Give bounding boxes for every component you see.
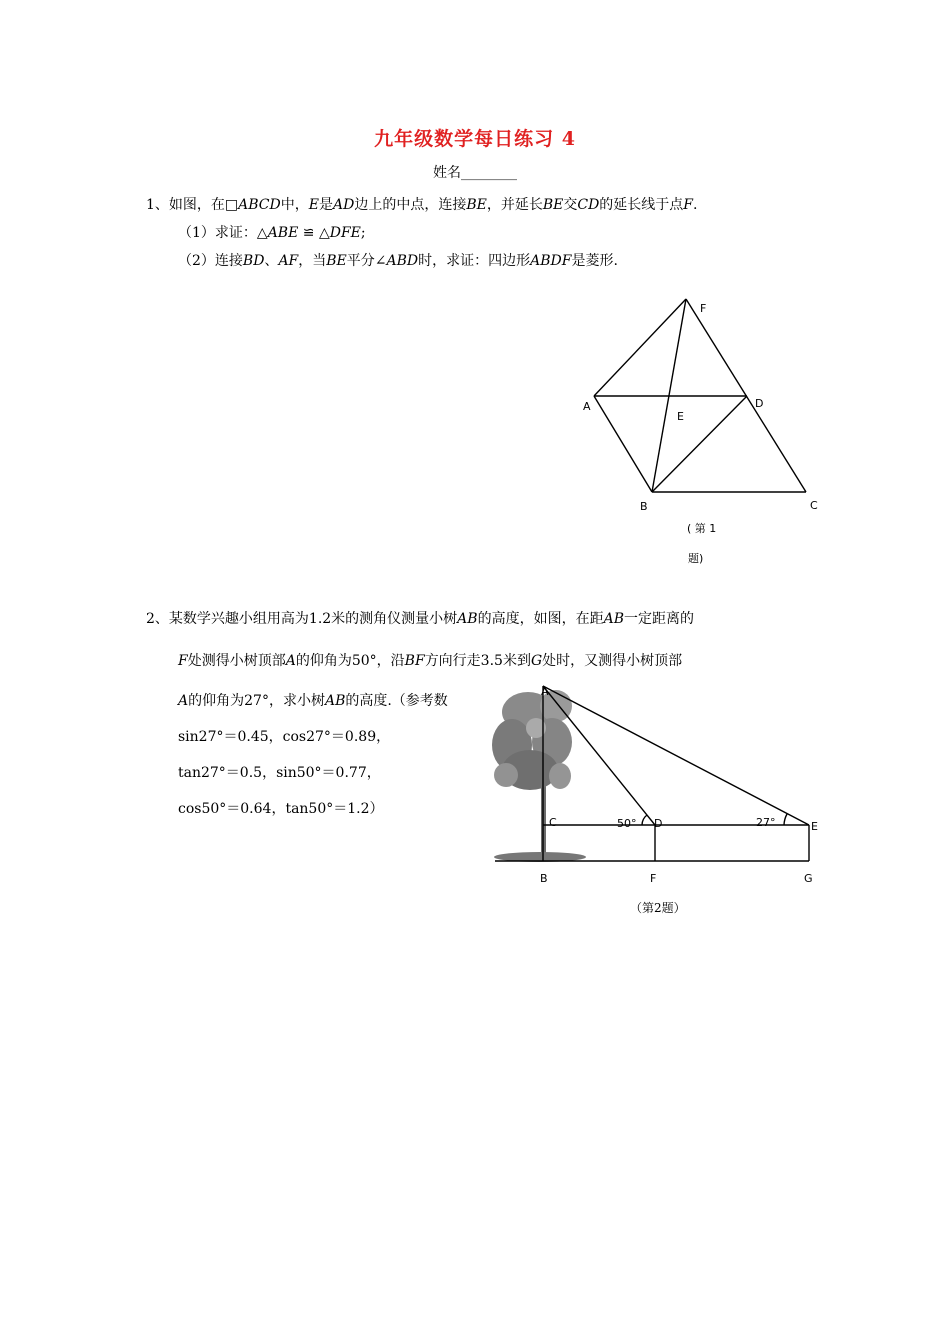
q2-text: 的仰角为50°，沿 bbox=[295, 653, 405, 669]
q1-text: AD bbox=[332, 197, 355, 213]
tree-picture bbox=[492, 690, 586, 862]
q1-part2-text: BE bbox=[326, 253, 347, 269]
q1-text: 交 bbox=[563, 197, 578, 213]
label-c: C bbox=[549, 816, 557, 829]
q1-part1-text: ABE bbox=[267, 225, 299, 241]
label-d: D bbox=[755, 397, 764, 410]
q2-text: BF bbox=[404, 653, 425, 669]
q2-text: F bbox=[178, 653, 188, 669]
q1-part1-text: ; bbox=[360, 225, 366, 241]
q1-text: . bbox=[693, 197, 698, 213]
q1-part2-text: （2）连接 bbox=[178, 253, 243, 269]
label-a: A bbox=[583, 400, 591, 413]
label-b: B bbox=[540, 872, 548, 885]
q2-text: 处测得小树顶部 bbox=[187, 653, 286, 669]
name-field-label: 姓名________ bbox=[433, 165, 517, 181]
q2-reference-line1: sin27°＝0.45，cos27°＝0.89， bbox=[178, 729, 391, 745]
angle-arc-27 bbox=[784, 814, 787, 825]
q1-text: BE bbox=[542, 197, 564, 213]
q1-part2-text: ，当 bbox=[298, 253, 327, 269]
q2-text: G bbox=[530, 653, 543, 669]
tree-foliage bbox=[549, 763, 571, 789]
q1-part2-text: BD bbox=[242, 253, 265, 269]
q1-part2-text: ABD bbox=[386, 253, 419, 269]
q2-text: 一定距离的 bbox=[623, 611, 694, 627]
q1-text: 是 bbox=[318, 197, 333, 213]
tree-foliage bbox=[494, 763, 518, 787]
q1-part1-text: ≌ △ bbox=[298, 225, 330, 241]
angle-label-27: 27° bbox=[756, 816, 776, 829]
q1-text: 的延长线于点 bbox=[599, 197, 684, 213]
q2-text: AB bbox=[324, 693, 346, 709]
q1-text: BE bbox=[466, 197, 487, 213]
q1-part2-text: 平分∠ bbox=[346, 253, 387, 269]
q1-text: 中， bbox=[280, 197, 309, 213]
q1-text: ABCD bbox=[238, 197, 281, 213]
q1-part2-text: 时，求证：四边形 bbox=[418, 253, 531, 269]
q2-text: 方向行走3.5米到 bbox=[424, 653, 531, 669]
q2-reference-line3: cos50°＝0.64，tan50°＝1.2） bbox=[178, 801, 384, 817]
segment-ae bbox=[543, 686, 809, 825]
label-f: F bbox=[650, 872, 657, 885]
q1-text: CD bbox=[577, 197, 600, 213]
q2-reference-line2: tan27°＝0.5，sin50°＝0.77， bbox=[178, 765, 381, 781]
q1-text: ，并延长 bbox=[486, 197, 543, 213]
q1-text: E bbox=[308, 197, 319, 213]
q2-text: A bbox=[285, 653, 296, 669]
q2-text: AB bbox=[457, 611, 478, 627]
q2-text: 2、某数学兴趣小组用高为1.2米的测角仪测量小树 bbox=[146, 611, 458, 627]
label-f: F bbox=[700, 302, 707, 315]
q2-text: AB bbox=[603, 611, 624, 627]
q1-text: 1、如图，在□ bbox=[146, 197, 239, 213]
label-e: E bbox=[811, 820, 818, 833]
label-c: C bbox=[810, 499, 818, 512]
q1-part1-text: （1）求证：△ bbox=[178, 225, 268, 241]
q1-part2-text: 、 bbox=[264, 253, 279, 269]
label-g: G bbox=[804, 872, 813, 885]
angle-label-50: 50° bbox=[617, 817, 637, 830]
q2-text: 的高度.（参考数 bbox=[345, 693, 448, 709]
q2-text: A bbox=[178, 693, 189, 709]
q1-part2-text: 是菱形. bbox=[571, 253, 618, 269]
q2-text: 的高度，如图，在距 bbox=[477, 611, 604, 627]
figure-2-caption: （第2题） bbox=[630, 901, 686, 915]
q2-text: 处时，又测得小树顶部 bbox=[542, 653, 683, 669]
figure-1-caption-line2: 题) bbox=[688, 552, 704, 565]
label-b: B bbox=[640, 500, 648, 513]
page-title: 九年级数学每日练习 4 bbox=[374, 128, 576, 150]
label-a: A bbox=[541, 685, 549, 698]
angle-arc-50 bbox=[642, 815, 647, 825]
q2-text: 的仰角为27°，求小树 bbox=[188, 693, 325, 709]
q1-text: F bbox=[683, 197, 694, 213]
q1-part1-text: DFE bbox=[329, 225, 361, 241]
q1-part2-text: AF bbox=[278, 253, 299, 269]
figure-1-caption-line1: ( 第 1 bbox=[687, 522, 717, 535]
label-d: D bbox=[654, 817, 663, 830]
q1-text: 边上的中点，连接 bbox=[354, 197, 467, 213]
q1-part2-text: ABDF bbox=[530, 253, 572, 269]
label-e: E bbox=[677, 410, 684, 423]
